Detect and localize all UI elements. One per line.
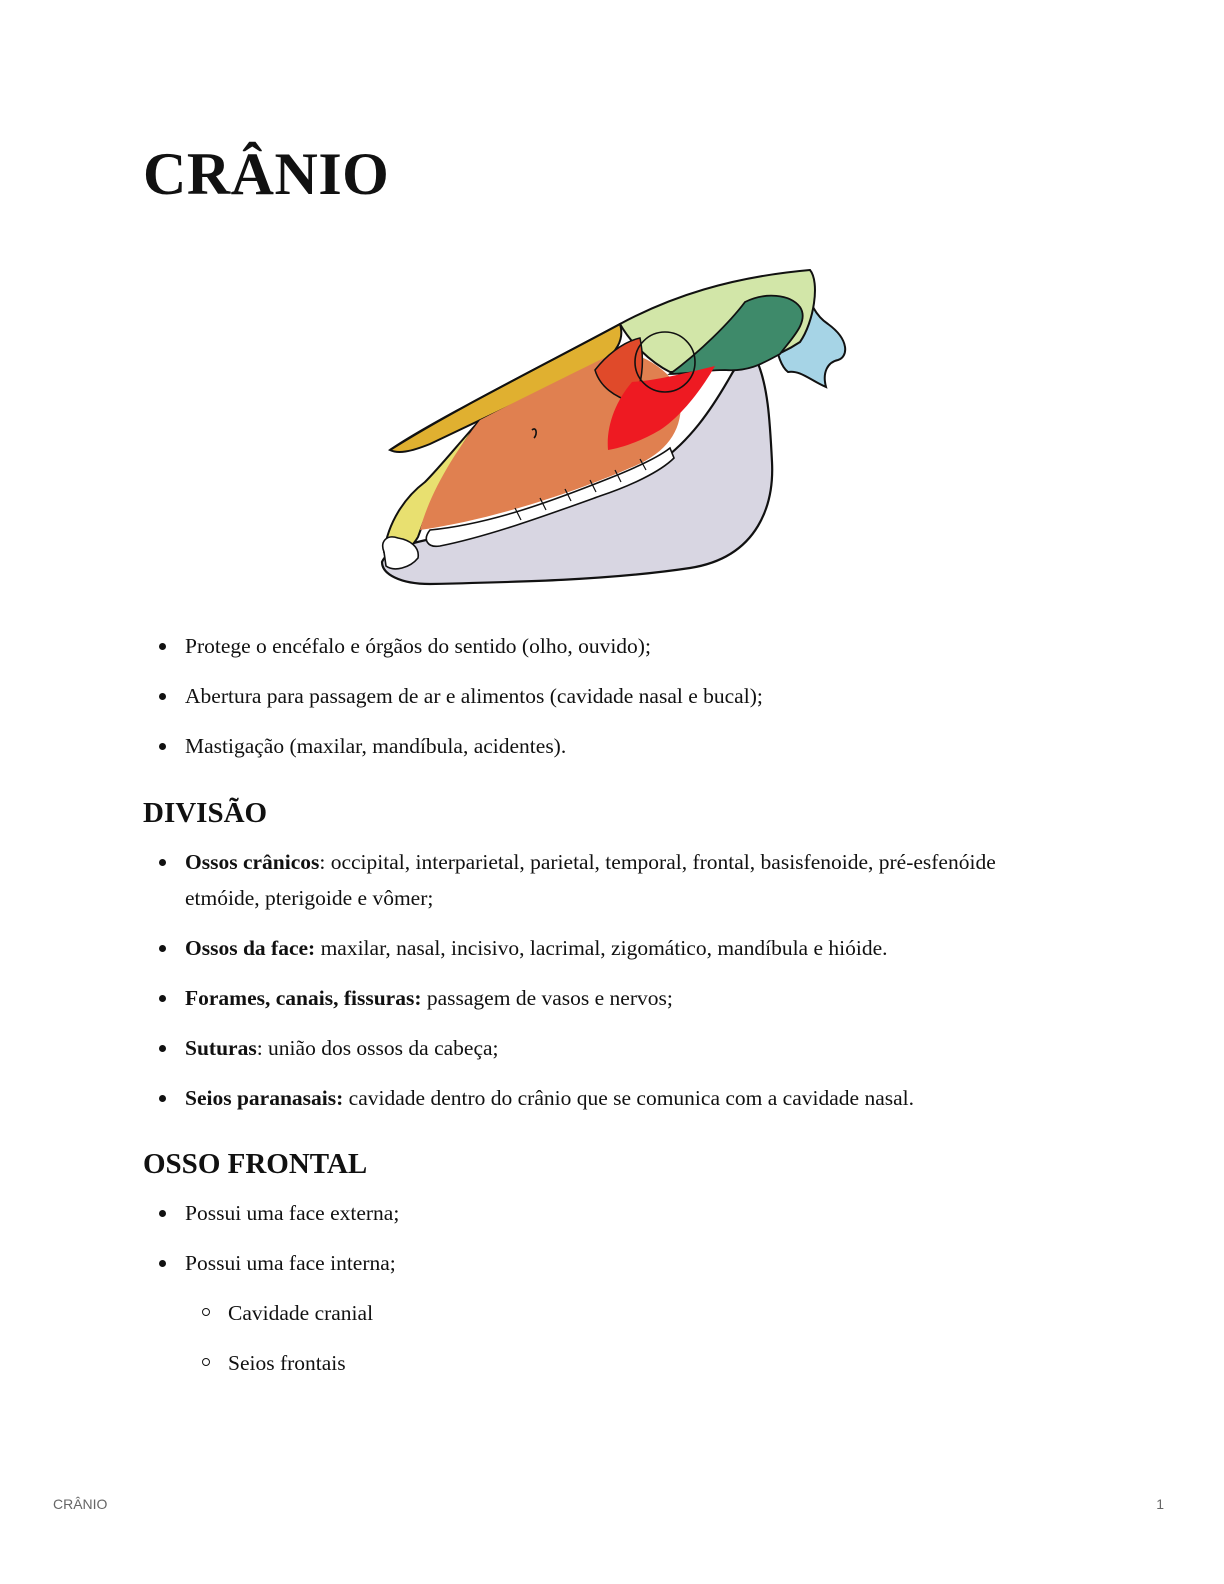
list-item: Mastigação (maxilar, mandíbula, acidentes).	[143, 728, 1043, 764]
list-item	[143, 844, 1043, 916]
divisao-list	[143, 844, 1043, 1116]
intro-section	[143, 628, 1043, 778]
section-heading: OSSO FRONTAL	[143, 1148, 368, 1180]
page-number: 1	[1156, 1496, 1164, 1512]
term: Suturas	[185, 1036, 257, 1060]
list-item	[143, 980, 1043, 1016]
list-item: Abertura para passagem de ar e alimentos (cavidade nasal e bucal);	[143, 678, 1043, 714]
list-item	[143, 930, 1043, 966]
list-item	[143, 1080, 1043, 1116]
definition: maxilar, nasal, incisivo, lacrimal, zigomático, mandíbula e hióide.	[315, 936, 888, 960]
sub-list	[185, 1295, 1043, 1381]
horse-skull-drawing	[370, 262, 860, 592]
osso-frontal-list	[143, 1195, 1043, 1381]
list-item-text: Possui uma face interna;	[185, 1251, 396, 1275]
sub-list-item: Seios frontais	[185, 1345, 1043, 1381]
term: Seios paranasais:	[185, 1086, 344, 1110]
term: Ossos crânicos	[185, 850, 320, 874]
definition: cavidade dentro do crânio que se comunica com a cavidade nasal.	[343, 1086, 914, 1110]
list-item	[143, 1030, 1043, 1066]
page-title: CRÂNIO	[143, 141, 390, 207]
divisao-section	[143, 797, 1043, 1130]
definition: : occipital, interparietal, parietal, temporal, frontal, basisfenoide, pré-esfenóide etmóide, pterigoide e vômer;	[185, 850, 996, 910]
list-item	[143, 1245, 1043, 1381]
skull-illustration	[370, 262, 860, 592]
definition: passagem de vasos e nervos;	[421, 986, 673, 1010]
list-item: Protege o encéfalo e órgãos do sentido (olho, ouvido);	[143, 628, 1043, 664]
list-item: Possui uma face externa;	[143, 1195, 1043, 1231]
definition: : união dos ossos da cabeça;	[256, 1036, 499, 1060]
sub-list-item: Cavidade cranial	[185, 1295, 1043, 1331]
intro-list	[143, 628, 1043, 764]
term: Ossos da face:	[185, 936, 316, 960]
term: Forames, canais, fissuras:	[185, 986, 422, 1010]
section-heading: DIVISÃO	[143, 797, 268, 829]
footer-title: CRÂNIO	[53, 1496, 108, 1512]
osso-frontal-section	[143, 1148, 1043, 1395]
